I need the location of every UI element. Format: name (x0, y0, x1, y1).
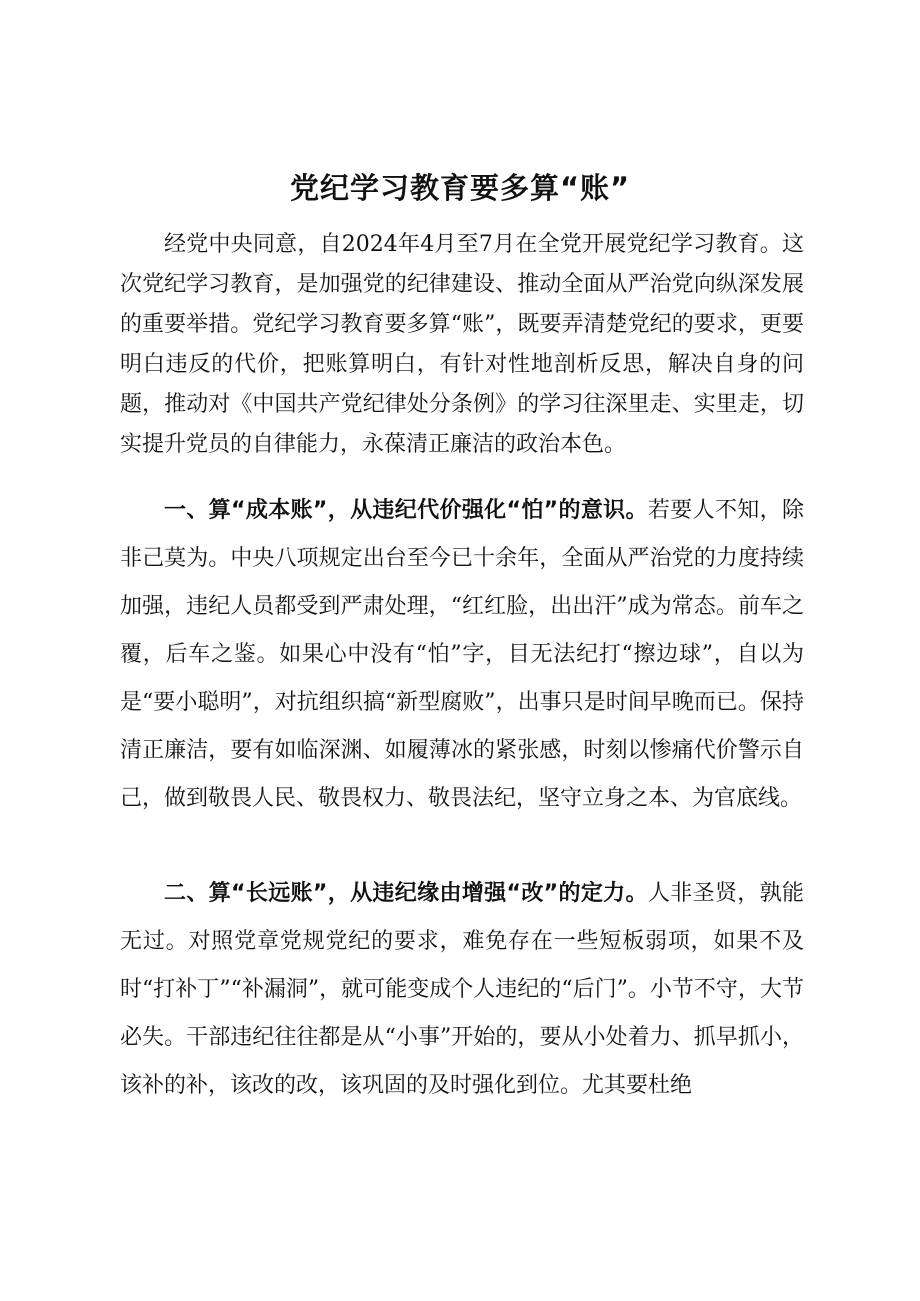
paragraph-intro-text: 经党中央同意，自2024年4月至7月在全党开展党纪学习教育。这次党纪学习教育，是加强党的纪律建设、推动全面从严治党向纵深发展的重要举措。党纪学习教育要多算“账”，既要弄清楚党纪的要求，更要明白违反的代价，把账算明白，有针对性地剖析反思，解决自身的问题，推动对《中国共产党纪律处分条例》的学习往深里走、实里走，切实提升党员的自律能力，永葆清正廉洁的政治本色。 (120, 232, 804, 457)
section-one-heading: 一、算“成本账”，从违纪代价强化“怕”的意识。 (164, 498, 648, 523)
paragraph-intro (120, 225, 804, 465)
document-title: 党纪学习教育要多算“账” (289, 171, 631, 205)
paragraph-section-one (120, 487, 804, 823)
section-two-text: 人非圣贤，孰能无过。对照党章党规党纪的要求，难免存在一些短板弱项，如果不及时“打补丁”“补漏洞”，就可能变成个人违纪的“后门”。小节不守，大节必失。干部违纪往往都是从“小事”开始的，要从小处着力、抓早抓小，该补的补，该改的改，该巩固的及时强化到位。尤其要杜绝 (120, 881, 804, 1098)
section-two-heading: 二、算“长远账”，从违纪缘由增强“改”的定力。 (164, 881, 648, 906)
paragraph-section-two (120, 870, 804, 1110)
section-one-text: 若要人不知，除非己莫为。中央八项规定出台至今已十余年，全面从严治党的力度持续加强，违纪人员都受到严肃处理，“红红脸，出出汗”成为常态。前车之覆，后车之鉴。如果心中没有“怕”字，目无法纪打“擦边球”，自以为是“要小聪明”，对抗组织搞“新型腐败”，出事只是时间早晚而已。保持清正廉洁，要有如临深渊、如履薄冰的紧张感，时刻以惨痛代价警示自己，做到敬畏人民、敬畏权力、敬畏法纪，坚守立身之本、为官底线。 (120, 498, 804, 811)
